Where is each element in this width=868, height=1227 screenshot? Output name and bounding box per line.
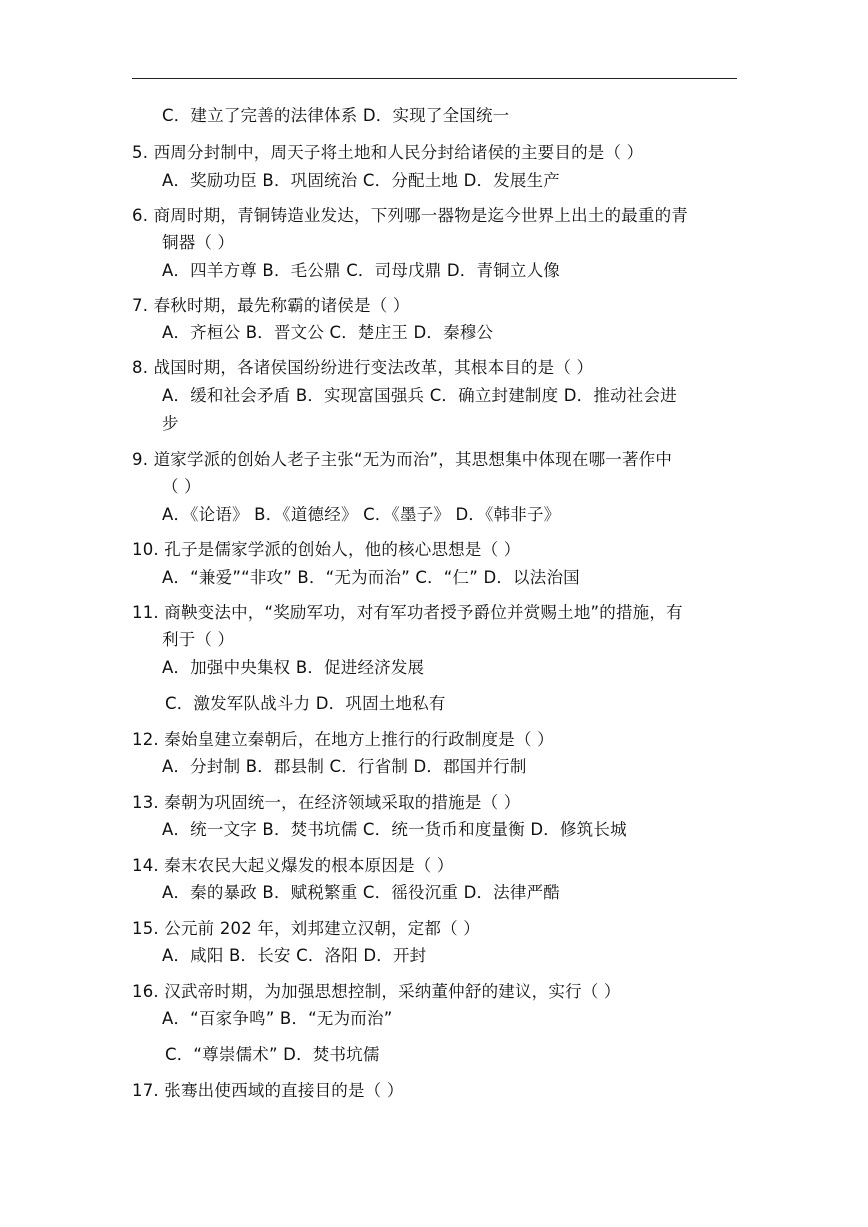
question-15: 15. 公元前 202 年，刘邦建立汉朝，定都（ ） (132, 919, 480, 938)
option-line: C．建立了完善的法律体系 D．实现了全国统一 (162, 106, 510, 125)
question-13: 13. 秦朝为巩固统一，在经济领域采取的措施是（ ） (132, 793, 521, 812)
options-8: A．缓和社会矛盾 B．实现富国强兵 C．确立封建制度 D．推动社会进 (162, 386, 677, 405)
question-10: 10. 孔子是儒家学派的创始人，他的核心思想是（ ） (132, 540, 521, 559)
question-14: 14. 秦末农民大起义爆发的根本原因是（ ） (132, 856, 454, 875)
options-12: A．分封制 B．郡县制 C．行省制 D．郡国并行制 (162, 757, 527, 776)
options-13: A．统一文字 B．焚书坑儒 C．统一货币和度量衡 D．修筑长城 (162, 820, 627, 839)
question-9-cont: （ ） (162, 477, 201, 496)
options-16-b: C．“尊崇儒术” D．焚书坑儒 (165, 1045, 380, 1064)
options-14: A．秦的暴政 B．赋税繁重 C．徭役沉重 D．法律严酷 (162, 883, 560, 902)
options-6: A．四羊方尊 B．毛公鼎 C．司母戊鼎 D．青铜立人像 (162, 261, 560, 280)
question-11: 11. 商鞅变法中，“奖励军功，对有军功者授予爵位并赏赐土地”的措施，有 (132, 603, 683, 622)
options-8-cont: 步 (162, 414, 179, 433)
options-9: A．《论语》 B．《道德经》 C．《墨子》 D．《韩非子》 (162, 505, 561, 524)
options-11-a: A．加强中央集权 B．促进经济发展 (162, 658, 425, 677)
question-12: 12. 秦始皇建立秦朝后，在地方上推行的行政制度是（ ） (132, 730, 554, 749)
options-16-a: A．“百家争鸣” B．“无为而治” (162, 1009, 393, 1028)
question-11-cont: 利于（ ） (162, 630, 235, 649)
options-10: A．“兼爱”“非攻” B．“无为而治” C．“仁” D．以法治国 (162, 568, 580, 587)
options-11-b: C．激发军队战斗力 D．巩固土地私有 (165, 694, 446, 713)
options-15: A．咸阳 B．长安 C．洛阳 D．开封 (162, 946, 427, 965)
question-6: 6. 商周时期，青铜铸造业发达，下列哪一器物是迄今世界上出土的最重的青 (132, 206, 688, 225)
question-17: 17. 张骞出使西域的直接目的是（ ） (132, 1081, 404, 1100)
question-5: 5. 西周分封制中，周天子将土地和人民分封给诸侯的主要目的是（ ） (132, 143, 644, 162)
question-6-cont: 铜器（ ） (162, 233, 235, 252)
question-9: 9. 道家学派的创始人老子主张“无为而治”，其思想集中体现在哪一著作中 (132, 450, 673, 469)
question-16: 16. 汉武帝时期，为加强思想控制，采纳董仲舒的建议，实行（ ） (132, 982, 621, 1001)
options-5: A．奖励功臣 B．巩固统治 C．分配土地 D．发展生产 (162, 171, 560, 190)
question-8: 8. 战国时期，各诸侯国纷纷进行变法改革，其根本目的是（ ） (132, 358, 594, 377)
header-rule (132, 78, 737, 79)
question-7: 7. 春秋时期，最先称霸的诸侯是（ ） (132, 296, 410, 315)
options-7: A．齐桓公 B．晋文公 C．楚庄王 D．秦穆公 (162, 323, 494, 342)
